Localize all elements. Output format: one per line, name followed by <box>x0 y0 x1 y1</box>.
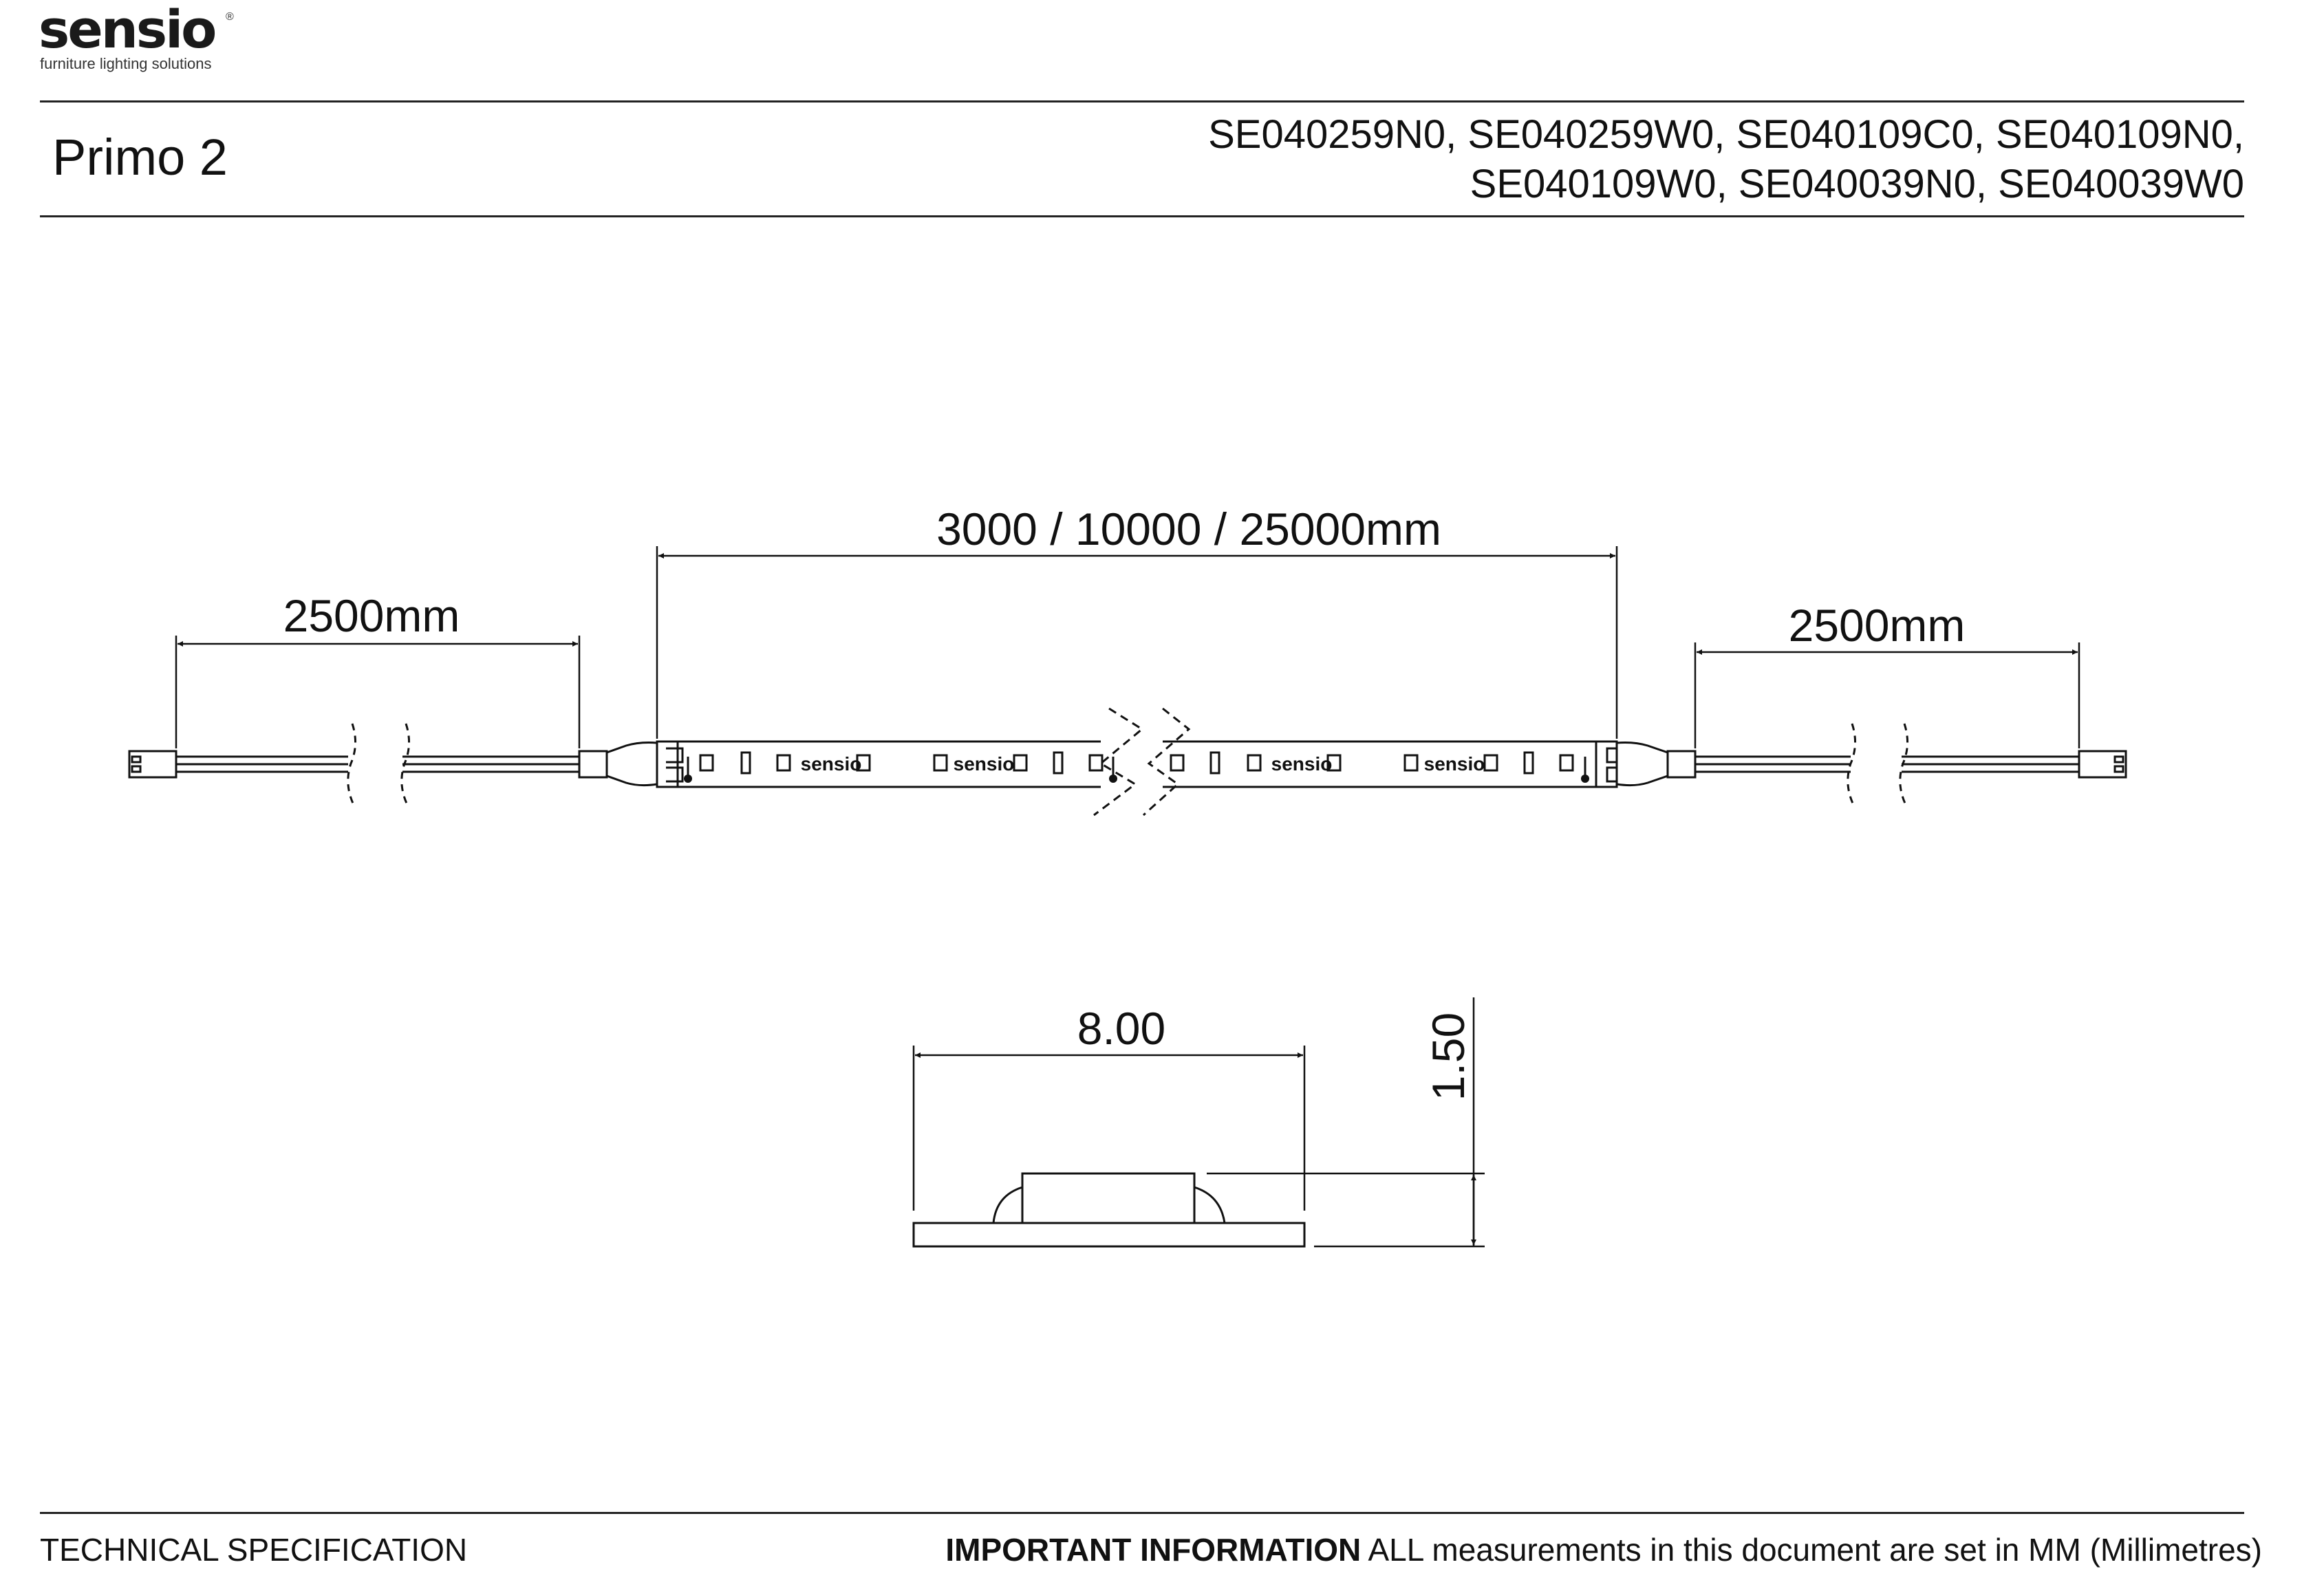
footer-important-label: IMPORTANT INFORMATION <box>945 1532 1362 1568</box>
product-codes-line-1: SE040259N0, SE040259W0, SE040109C0, SE040109N0, <box>1208 112 2244 157</box>
footer-important-text: ALL measurements in this document are set in MM (Millimetres) <box>1361 1532 2262 1568</box>
strip-marking-1: sensio <box>800 753 862 775</box>
product-name: Primo 2 <box>52 129 228 186</box>
product-codes-line-2: SE040109W0, SE040039N0, SE040039W0 <box>1470 162 2244 206</box>
strip-length-label: 3000 / 10000 / 25000mm <box>936 504 1441 554</box>
strip-marking-3: sensio <box>1271 753 1333 775</box>
profile-height-label: 1.50 <box>1423 1012 1474 1101</box>
strip-cross-section <box>914 1173 1304 1246</box>
footer-rule <box>40 1512 2244 1514</box>
right-cable <box>1617 724 2126 805</box>
left-cable <box>129 724 657 805</box>
brand-registered-mark: ® <box>226 11 234 23</box>
footer-important-information <box>945 1531 2262 1568</box>
brand-logo: sensio <box>39 0 215 60</box>
strip-marking-4: sensio <box>1423 753 1485 775</box>
strip-marking-2: sensio <box>953 753 1015 775</box>
strip-length-dimension <box>657 546 1617 739</box>
left-cable-dimension <box>176 636 579 748</box>
profile-width-label: 8.00 <box>1077 1003 1166 1054</box>
right-cable-dimension <box>1695 642 2079 748</box>
footer-technical-specification: TECHNICAL SPECIFICATION <box>40 1532 468 1568</box>
right-cable-length-label: 2500mm <box>1788 600 1966 651</box>
left-cable-length-label: 2500mm <box>283 590 460 641</box>
brand-tagline: furniture lighting solutions <box>40 55 212 72</box>
